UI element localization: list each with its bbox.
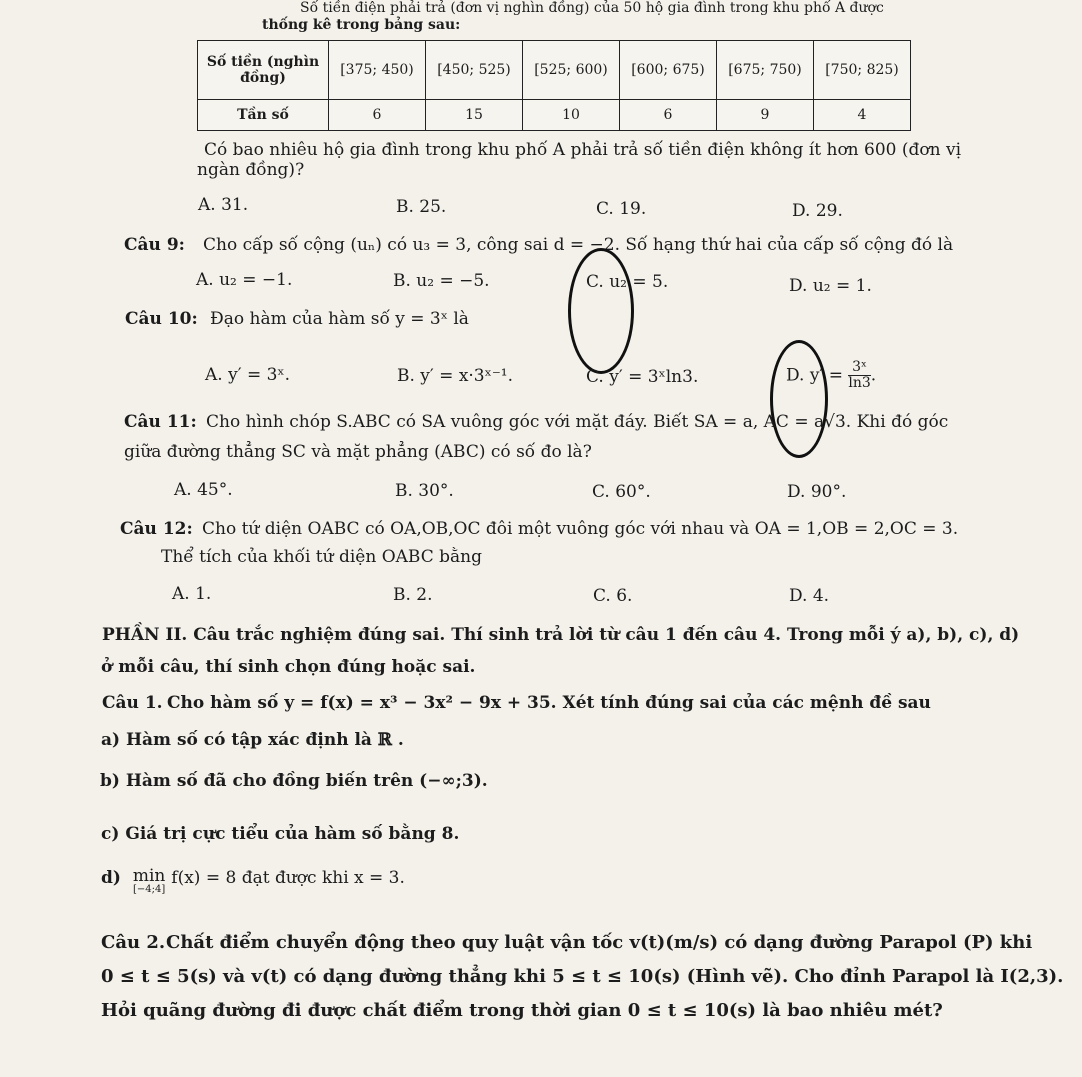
q11-option-a: A. 45°. bbox=[174, 480, 233, 500]
q11-text-line-1: Cho hình chóp S.ABC có SA vuông góc với mặt đáy. Biết SA = a, AC = a√3. Khi đó góc bbox=[206, 412, 949, 432]
q8-option-a: A. 31. bbox=[198, 195, 249, 215]
table-frequency: 4 bbox=[814, 100, 911, 131]
q8-option-b: B. 25. bbox=[396, 197, 447, 217]
q12-label: Câu 12: bbox=[120, 519, 193, 539]
q12-option-c: C. 6. bbox=[593, 586, 633, 606]
p2q1-statement-a: a) Hàm số có tập xác định là ℝ . bbox=[101, 730, 404, 750]
q10-option-a: A. y′ = 3ˣ. bbox=[205, 365, 291, 385]
part2-heading: PHẦN II. Câu trắc nghiệm đúng sai. Thí sinh trả lời từ câu 1 đến câu 4. Trong mỗi ý a), b), c), d) bbox=[102, 625, 1020, 645]
fraction-denominator: ln3 bbox=[848, 375, 871, 392]
q10-option-d-fraction bbox=[848, 360, 870, 392]
table-interval: [450; 525) bbox=[426, 41, 523, 100]
table-interval: [675; 750) bbox=[717, 41, 814, 100]
q10-label: Câu 10: bbox=[125, 309, 198, 329]
q10-text: Đạo hàm của hàm số y = 3ˣ là bbox=[210, 309, 469, 329]
q8-option-d: D. 29. bbox=[792, 201, 843, 221]
table-frequency: 6 bbox=[620, 100, 717, 131]
table-interval: [525; 600) bbox=[523, 41, 620, 100]
table-frequency: 10 bbox=[523, 100, 620, 131]
q11-option-b: B. 30°. bbox=[395, 481, 454, 501]
q9-text: Cho cấp số cộng (uₙ) có u₃ = 3, công sai d = −2. Số hạng thứ hai của cấp số cộng đó là bbox=[203, 235, 954, 255]
intro-line-2: thống kê trong bảng sau: bbox=[262, 17, 461, 33]
table-interval: [375; 450) bbox=[329, 41, 426, 100]
p2q2-line-2: 0 ≤ t ≤ 5(s) và v(t) có dạng đường thẳng khi 5 ≤ t ≤ 10(s) (Hình vẽ). Cho đỉnh Parapol là I(2,3). bbox=[101, 966, 1064, 987]
table-frequency: 9 bbox=[717, 100, 814, 131]
p2q2-line-1: Chất điểm chuyển động theo quy luật vận tốc v(t)(m/s) có dạng đường Parapol (P) khi bbox=[166, 932, 1033, 953]
table-interval: [750; 825) bbox=[814, 41, 911, 100]
q9-option-d: D. u₂ = 1. bbox=[789, 276, 872, 296]
p2q1-statement-b: b) Hàm số đã cho đồng biến trên (−∞;3). bbox=[100, 771, 488, 791]
fraction-numerator: 3ˣ bbox=[848, 360, 870, 376]
q9-option-b: B. u₂ = −5. bbox=[393, 271, 490, 291]
q9-option-a: A. u₂ = −1. bbox=[196, 270, 293, 290]
q9-label: Câu 9: bbox=[124, 235, 185, 255]
q12-option-b: B. 2. bbox=[393, 585, 433, 605]
q11-label: Câu 11: bbox=[124, 412, 197, 432]
p2q1-label: Câu 1. bbox=[102, 693, 163, 713]
p2q1-statement-c: c) Giá trị cực tiểu của hàm số bằng 8. bbox=[101, 824, 460, 844]
q11-text-line-2: giữa đường thẳng SC và mặt phẳng (ABC) có số đo là? bbox=[124, 442, 592, 462]
min-word: min bbox=[132, 866, 166, 886]
frequency-table bbox=[197, 40, 911, 131]
table-frequency: 15 bbox=[426, 100, 523, 131]
p2q2-line-3: Hỏi quãng đường đi được chất điểm trong thời gian 0 ≤ t ≤ 10(s) là bao nhiêu mét? bbox=[101, 1000, 943, 1021]
intro-line-1: Số tiền điện phải trả (đơn vị nghìn đồng) của 50 hộ gia đình trong khu phố A được bbox=[300, 0, 884, 16]
p2q2-label: Câu 2. bbox=[101, 932, 166, 953]
min-subscript: [−4;4] bbox=[132, 884, 166, 895]
q10-option-d-prefix: D. y′ = bbox=[786, 365, 843, 386]
q8-text-line-2: ngàn đồng)? bbox=[197, 160, 305, 180]
answer-circle-mark bbox=[770, 340, 828, 458]
p2q1-statement-d bbox=[101, 868, 405, 895]
statement-d-prefix: d) bbox=[101, 868, 121, 888]
q8-text-line-1: Có bao nhiêu hộ gia đình trong khu phố A phải trả số tiền điện không ít hơn 600 (đơn vị bbox=[204, 140, 962, 160]
table-freq-label: Tần số bbox=[198, 100, 329, 131]
q9-option-c: C. u₂ = 5. bbox=[586, 272, 669, 292]
min-operator bbox=[133, 868, 166, 895]
q12-option-d: D. 4. bbox=[789, 586, 830, 606]
statement-d-rest: f(x) = 8 đạt được khi x = 3. bbox=[171, 868, 405, 888]
table-interval: [600; 675) bbox=[620, 41, 717, 100]
q10-option-b: B. y′ = x·3ˣ⁻¹. bbox=[397, 366, 514, 386]
q11-option-d: D. 90°. bbox=[787, 482, 847, 502]
answer-circle-mark bbox=[568, 248, 634, 374]
table-frequency: 6 bbox=[329, 100, 426, 131]
q12-option-a: A. 1. bbox=[172, 584, 212, 604]
q12-text-line-2: Thể tích của khối tứ diện OABC bằng bbox=[161, 547, 482, 567]
part2-instruction: ở mỗi câu, thí sinh chọn đúng hoặc sai. bbox=[101, 657, 476, 677]
q10-option-c: C. y′ = 3ˣln3. bbox=[586, 367, 699, 387]
q11-option-c: C. 60°. bbox=[592, 482, 651, 502]
q8-option-c: C. 19. bbox=[596, 199, 647, 219]
p2q1-text: Cho hàm số y = f(x) = x³ − 3x² − 9x + 35. Xét tính đúng sai của các mệnh đề sau bbox=[167, 693, 931, 713]
q12-text-line-1: Cho tứ diện OABC có OA,OB,OC đôi một vuông góc với nhau và OA = 1,OB = 2,OC = 3. bbox=[202, 519, 959, 539]
q10-option-d: D. y′ = $\frac{\text{3ˣ}}{\ln 3}$ . bbox=[786, 359, 877, 392]
table-header-label: Số tiền (nghìn đồng) bbox=[198, 41, 329, 100]
